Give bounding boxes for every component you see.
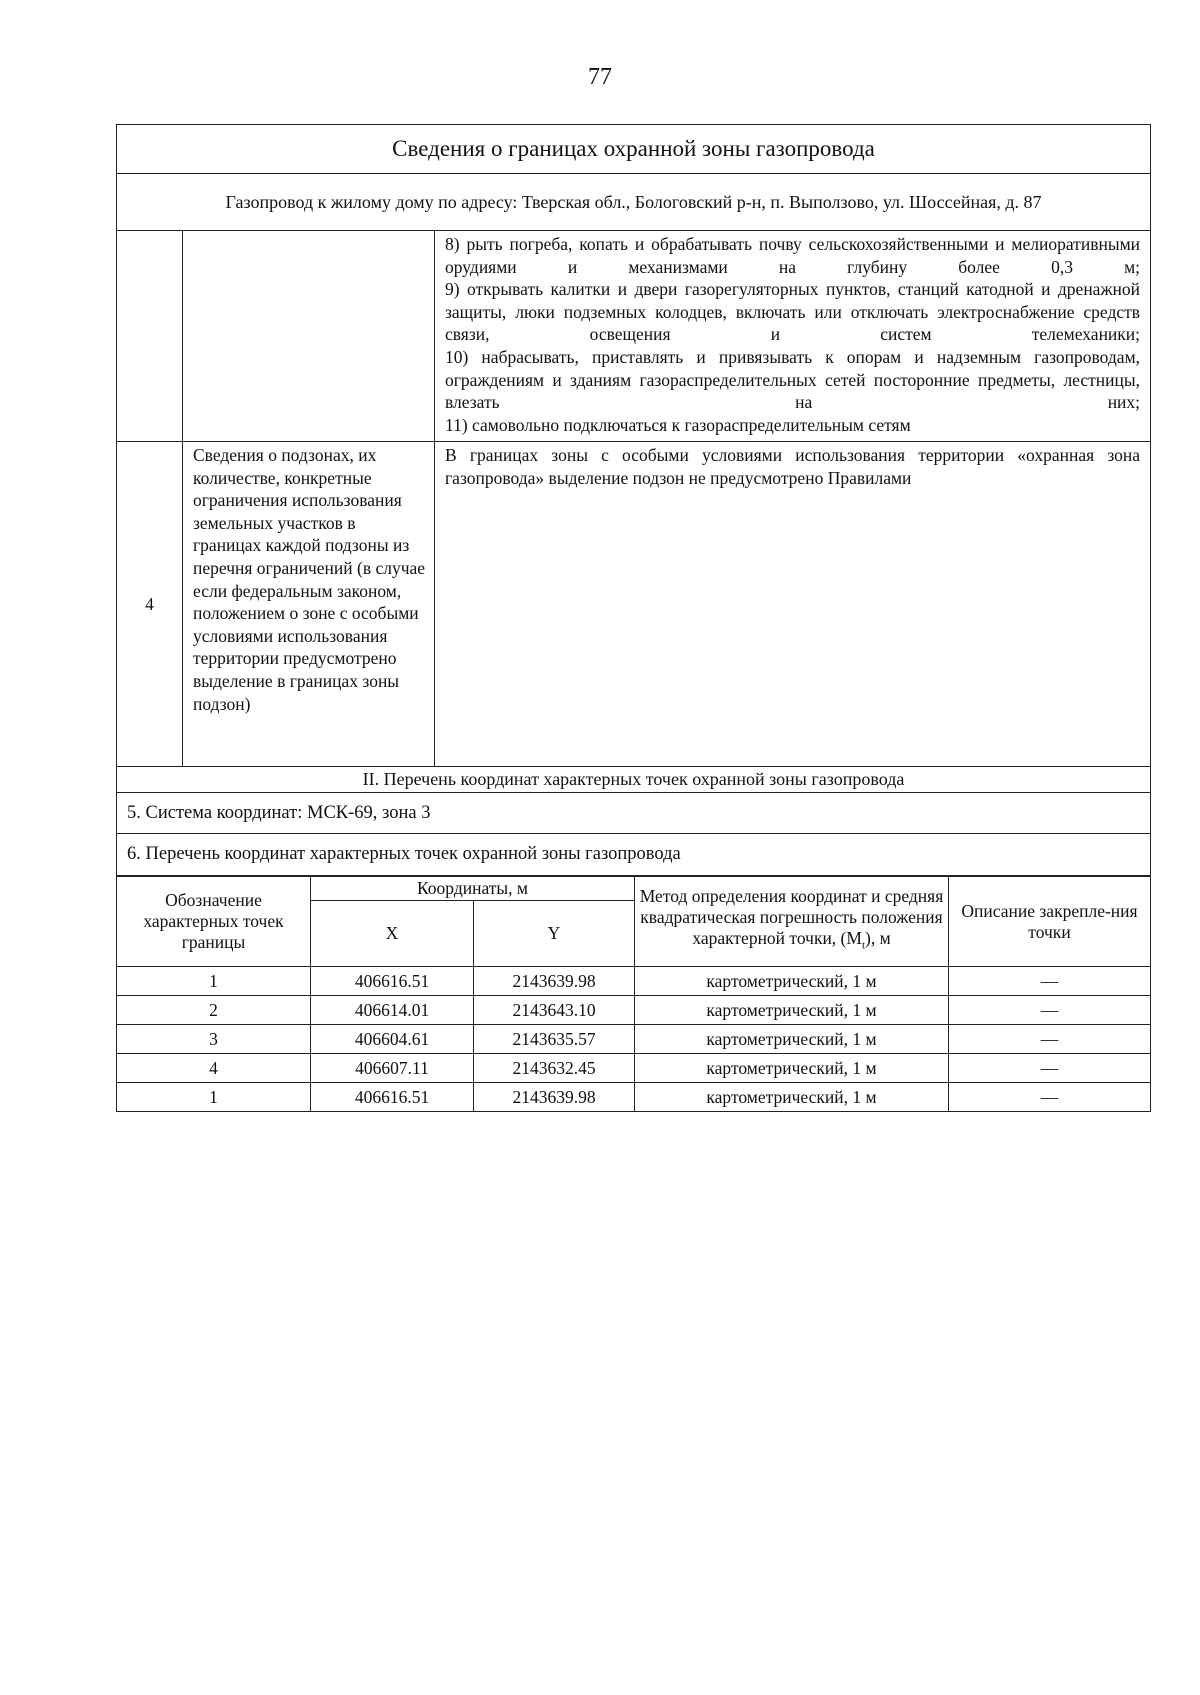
point-cell: 1 bbox=[117, 967, 311, 996]
point-cell: 4 bbox=[117, 1054, 311, 1083]
coordinates-table bbox=[116, 876, 1151, 1112]
subzone-label: Сведения о подзонах, их количестве, конкретные ограничения использования земельных участков в границах каждой подзоны из перечня ограничений (в случае если федеральным законом, положением о зоне с особыми условиями использования территории предусмотрено выделение в границах зоны подзон) bbox=[183, 442, 435, 767]
y-cell: 2143639.98 bbox=[474, 967, 635, 996]
x-cell: 406604.61 bbox=[311, 1025, 474, 1054]
description-cell: — bbox=[949, 1054, 1151, 1083]
header-designation: Обозначение характерных точек границы bbox=[117, 877, 311, 967]
table-row bbox=[117, 1025, 1151, 1054]
row-number-cell bbox=[117, 231, 183, 442]
document-title: Сведения о границах охранной зоны газопровода bbox=[117, 125, 1151, 174]
description-cell: — bbox=[949, 967, 1151, 996]
header-y: Y bbox=[474, 901, 635, 967]
description-cell: — bbox=[949, 1025, 1151, 1054]
point-cell: 3 bbox=[117, 1025, 311, 1054]
restriction-item: 8) рыть погреба, копать и обрабатывать почву сельскохозяйственными и мелиоративными орудиями и механизмами на глубину более 0,3 м; bbox=[445, 234, 1141, 277]
method-cell: картометрический, 1 м bbox=[635, 1083, 949, 1112]
header-method-subscript: t bbox=[861, 939, 866, 952]
x-cell: 406614.01 bbox=[311, 996, 474, 1025]
point-cell: 2 bbox=[117, 996, 311, 1025]
description-cell: — bbox=[949, 996, 1151, 1025]
y-cell: 2143635.57 bbox=[474, 1025, 635, 1054]
method-cell: картометрический, 1 м bbox=[635, 1054, 949, 1083]
header-x: X bbox=[311, 901, 474, 967]
header-method-unit: ), м bbox=[865, 928, 891, 949]
empty-label-cell bbox=[183, 231, 435, 442]
x-cell: 406616.51 bbox=[311, 967, 474, 996]
row-number: 4 bbox=[117, 442, 183, 767]
x-cell: 406616.51 bbox=[311, 1083, 474, 1112]
header-coordinates: Координаты, м bbox=[311, 877, 635, 901]
table-row bbox=[117, 1083, 1151, 1112]
table-row bbox=[117, 967, 1151, 996]
restrictions-cell bbox=[435, 231, 1151, 442]
description-cell: — bbox=[949, 1083, 1151, 1112]
zone-info-table bbox=[116, 124, 1151, 876]
page-number: 77 bbox=[588, 64, 612, 90]
table-row bbox=[117, 1054, 1151, 1083]
restriction-item: 9) открывать калитки и двери газорегуляторных пунктов, станций катодной и дренажной защиты, люки подземных колодцев, включать или отключать электроснабжение средств связи, освещения и систем телемеханики; bbox=[445, 279, 1141, 345]
pipeline-address: Газопровод к жилому дому по адресу: Тверская обл., Бологовский р-н, п. Выползово, ул. Шоссейная, д. 87 bbox=[117, 174, 1151, 231]
subzone-text: В границах зоны с особыми условиями использования территории «охранная зона газопровода» выделение подзон не предусмотрено Правилами bbox=[435, 442, 1151, 767]
header-method-text: Метод определения координат и средняя квадратическая погрешность положения характерной точки, (M bbox=[639, 886, 944, 949]
method-cell: картометрический, 1 м bbox=[635, 1025, 949, 1054]
point-cell: 1 bbox=[117, 1083, 311, 1112]
section-title: II. Перечень координат характерных точек охранной зоны газопровода bbox=[117, 767, 1151, 793]
restriction-item: 10) набрасывать, приставлять и привязывать к опорам и надземным газопроводам, ограждениям и зданиям газораспределительных сетей посторонние предметы, лестницы, влезать на них; bbox=[445, 346, 1141, 413]
table-row bbox=[117, 996, 1151, 1025]
method-cell: картометрический, 1 м bbox=[635, 996, 949, 1025]
y-cell: 2143643.10 bbox=[474, 996, 635, 1025]
points-list-title: 6. Перечень координат характерных точек охранной зоны газопровода bbox=[117, 834, 1151, 876]
header-description: Описание закрепле-ния точки bbox=[949, 877, 1151, 967]
method-cell: картометрический, 1 м bbox=[635, 967, 949, 996]
y-cell: 2143632.45 bbox=[474, 1054, 635, 1083]
restriction-item: 11) самовольно подключаться к газораспределительным сетям bbox=[445, 414, 911, 435]
y-cell: 2143639.98 bbox=[474, 1083, 635, 1112]
x-cell: 406607.11 bbox=[311, 1054, 474, 1083]
header-method bbox=[635, 877, 949, 967]
coordinate-system: 5. Система координат: МСК-69, зона 3 bbox=[117, 793, 1151, 834]
